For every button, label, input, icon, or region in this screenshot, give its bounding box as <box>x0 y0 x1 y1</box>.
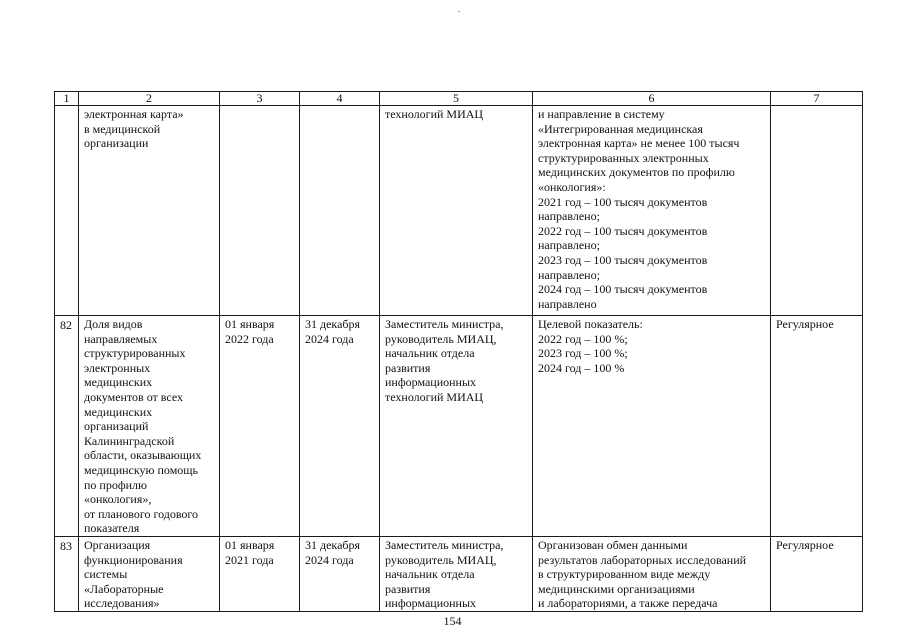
activity-name-cell <box>79 106 220 316</box>
responsible-cell <box>380 536 533 611</box>
start-date-cell <box>220 536 300 611</box>
activity-name-cell <box>79 316 220 537</box>
responsible-person: Заместитель министра, руководитель МИАЦ, начальник отдела развития информационных технологий МИАЦ <box>385 317 504 404</box>
row-number-cell <box>55 536 79 611</box>
start-date: 01 января 2021 года <box>225 537 275 567</box>
responsible-cell <box>380 316 533 537</box>
type-cell <box>771 106 863 316</box>
row-number <box>60 107 75 108</box>
column-header: 3 <box>220 92 300 106</box>
row-number: 82 <box>60 318 72 332</box>
result-cell <box>533 316 771 537</box>
type-cell <box>771 536 863 611</box>
column-header: 1 <box>55 92 79 106</box>
activity-name: электронная карта» в медицинской организации <box>84 107 184 151</box>
end-date-cell <box>300 536 380 611</box>
start-date-cell <box>220 316 300 537</box>
expected-result: Организован обмен данными результатов лабораторных исследований в структурированном виде между медицинскими организациями и лабораториями, а также передача <box>538 537 747 610</box>
activity-type: Регулярное <box>776 537 834 552</box>
expected-result: и направление в систему «Интегрированная медицинская электронная карта» не менее 100 тысяч структурированных электронных медицинских документов по профилю «онкология»: 2021 год – 100 тысяч документов направлено; 2022 год – 100 тысяч документов направлено; 2023 год – 100 тысяч документов направлено; 2024 год – 100 тысяч документов направлено <box>538 107 740 311</box>
row-number-cell <box>55 316 79 537</box>
table-row <box>55 316 863 537</box>
expected-result: Целевой показатель: 2022 год – 100 %; 2023 год – 100 %; 2024 год – 100 % <box>538 317 643 375</box>
row-number-cell <box>55 106 79 316</box>
responsible-person: технологий МИАЦ <box>385 107 484 121</box>
column-header: 5 <box>380 92 533 106</box>
column-header: 7 <box>771 92 863 106</box>
table-row <box>55 106 863 316</box>
activity-name: Организация функционирования системы «Лабораторные исследования» <box>84 537 183 610</box>
scan-speck <box>458 11 460 12</box>
activity-name: Доля видов направляемых структурированных электронных медицинских документов от всех медицинских организаций Калининградской области, оказывающих медицинскую помощь по профилю «онкология», от планового годового показателя <box>84 317 202 536</box>
column-header: 4 <box>300 92 380 106</box>
plan-table <box>54 91 863 612</box>
column-header: 6 <box>533 92 771 106</box>
column-header: 2 <box>79 92 220 106</box>
responsible-cell <box>380 106 533 316</box>
start-date-cell <box>220 106 300 316</box>
activity-type: Регулярное <box>776 317 834 331</box>
end-date-cell <box>300 316 380 537</box>
activity-name-cell <box>79 536 220 611</box>
start-date: 01 января 2022 года <box>225 317 275 346</box>
end-date-cell <box>300 106 380 316</box>
end-date: 31 декабря 2024 года <box>305 317 361 346</box>
responsible-person: Заместитель министра, руководитель МИАЦ, начальник отдела развития информационных <box>385 537 504 610</box>
result-cell <box>533 106 771 316</box>
row-number: 83 <box>60 538 72 553</box>
type-cell <box>771 316 863 537</box>
page-number: 154 <box>443 614 462 628</box>
table-header-row <box>55 92 863 106</box>
table-row <box>55 536 863 611</box>
result-cell <box>533 536 771 611</box>
end-date: 31 декабря 2024 года <box>305 537 361 567</box>
